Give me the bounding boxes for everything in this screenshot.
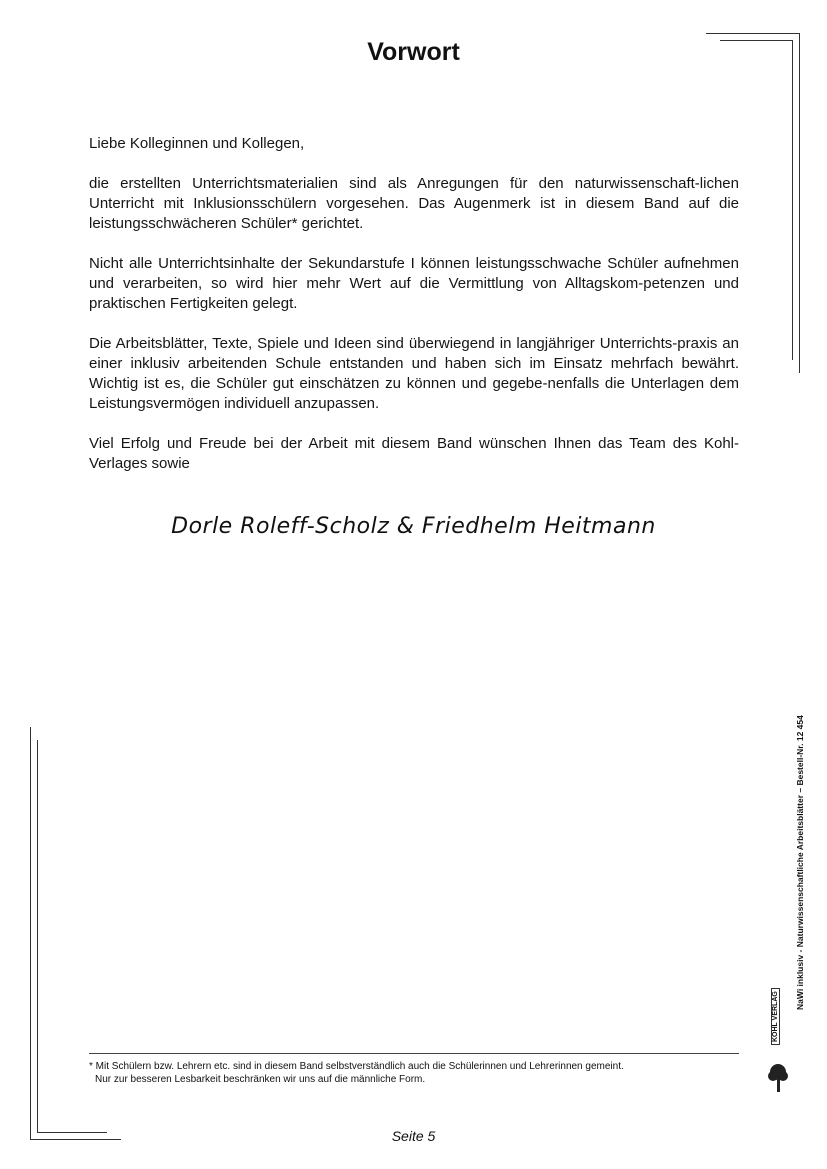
frame-right-v2 xyxy=(792,40,793,360)
publisher-logo-text: KOHL VERLAG xyxy=(771,988,780,1045)
paragraph-greeting: Liebe Kolleginnen und Kollegen, xyxy=(89,135,305,152)
foreword-body xyxy=(89,134,739,494)
frame-top-right-h1 xyxy=(706,33,800,34)
footnote-line-2: Nur zur besseren Lesbarkeit beschränken wir uns auf die männliche Form. xyxy=(95,1074,426,1085)
tree-logo-icon xyxy=(767,1062,789,1094)
signature: Dorle Roleff-Scholz & Friedhelm Heitmann xyxy=(171,514,656,539)
side-order-label: NaWi inklusiv - Naturwissenschaftliche Arbeitsblätter – Bestell-Nr. 12 454 xyxy=(795,715,805,1010)
paragraph-closing: Viel Erfolg und Freude bei der Arbeit mit diesem Band wünschen Ihnen das Team des Kohl-Verlages sowie xyxy=(89,435,739,472)
frame-right-v1 xyxy=(799,33,800,373)
frame-left-v1 xyxy=(30,727,31,1140)
frame-left-v2 xyxy=(37,740,38,1133)
paragraph-content: Nicht alle Unterrichtsinhalte der Sekundarstufe I können leistungsschwache Schüler aufnehmen und verarbeiten, so wird hier mehr Wert auf die Vermittlung von Alltagskom-petenzen und praktischen Fertigkeiten gelegt. xyxy=(89,255,739,312)
paragraph-intro: die erstellten Unterrichtsmaterialien sind als Anregungen für den naturwissenschaft-lichen Unterricht mit Inklusionsschülern vorgesehen. Das Augenmerk ist in diesem Band auf die leistungsschwächeren Schüler* gerichtet. xyxy=(89,175,739,232)
page-title: Vorwort xyxy=(367,38,460,66)
footnote xyxy=(89,1060,749,1086)
footnote-divider xyxy=(89,1053,739,1054)
page-number: Seite 5 xyxy=(391,1128,436,1144)
paragraph-origin: Die Arbeitsblätter, Texte, Spiele und Ideen sind überwiegend in langjähriger Unterrichts-praxis an einer inklusiv arbeitenden Schule entstanden und haben sich im Einsatz mehrfach bewährt. Wichtig ist es, die Schüler gut einschätzen zu können und gegebe-nenfalls die Unterlagen dem Leistungsvermögen individuell anzupassen. xyxy=(89,335,739,412)
footnote-line-1: * Mit Schülern bzw. Lehrern etc. sind in diesem Band selbstverständlich auch die Schülerinnen und Lehrerinnen gemeint. xyxy=(89,1061,624,1072)
